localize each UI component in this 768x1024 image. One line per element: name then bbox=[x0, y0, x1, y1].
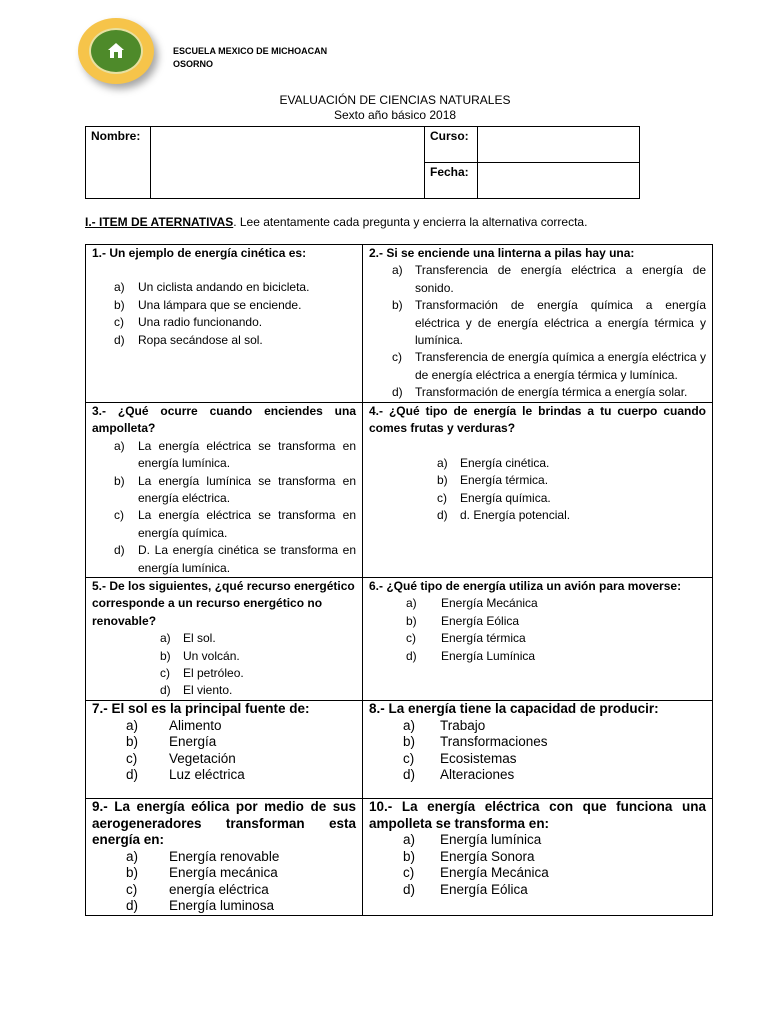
school-emblem-icon bbox=[107, 42, 125, 60]
option-6d[interactable]: d) Energía Lumínica bbox=[406, 648, 536, 663]
option-3a[interactable]: a) La energía eléctrica se transforma en energía lumínica. bbox=[114, 438, 356, 471]
option-7b[interactable]: b) Energía bbox=[126, 734, 217, 749]
option-3c[interactable]: c) La energía eléctrica se transforma en energía química. bbox=[114, 508, 356, 540]
question-4 bbox=[363, 403, 712, 524]
instructions-text: . Lee atentamente cada pregunta y encierra la alternativa correcta. bbox=[233, 215, 588, 229]
section-label: I.- ITEM DE ATERNATIVAS bbox=[85, 215, 234, 229]
option-6a[interactable]: a) Energía Mecánica bbox=[406, 596, 538, 611]
option-1a[interactable]: a) Un ciclista andando en bicicleta. bbox=[114, 280, 310, 295]
question-10-text: 10.- La energía eléctrica con que funciona una ampolleta se transforma en: bbox=[369, 799, 706, 831]
option-10a[interactable]: a) Energía lumínica bbox=[403, 832, 542, 847]
date-label: Fecha: bbox=[425, 163, 478, 199]
question-4-text: 4.- ¿Qué tipo de energía le brindas a tu cuerpo cuando comes frutas y verduras? bbox=[369, 404, 706, 436]
option-4a[interactable]: a) Energía cinética. bbox=[437, 455, 550, 470]
name-field[interactable] bbox=[151, 127, 425, 199]
option-3b[interactable]: b) La energía lumínica se transforma en energía eléctrica. bbox=[114, 473, 356, 506]
instructions bbox=[85, 215, 587, 229]
question-1 bbox=[86, 245, 362, 349]
option-7d[interactable]: d) Luz eléctrica bbox=[126, 767, 245, 782]
question-8-text: 8.- La energía tiene la capacidad de producir: bbox=[369, 701, 659, 716]
school-logo bbox=[78, 18, 154, 84]
option-4b[interactable]: b) Energía térmica. bbox=[437, 473, 549, 488]
question-6-text: 6.- ¿Qué tipo de energía utiliza un avión para moverse: bbox=[369, 579, 682, 593]
option-5b[interactable]: b) Un volcán. bbox=[160, 648, 240, 663]
option-9b[interactable]: b) Energía mecánica bbox=[126, 865, 278, 880]
question-7-text: 7.- El sol es la principal fuente de: bbox=[92, 701, 310, 716]
question-5 bbox=[86, 578, 362, 700]
question-8 bbox=[363, 701, 712, 784]
course-field[interactable] bbox=[478, 127, 640, 163]
option-10d[interactable]: d) Energía Eólica bbox=[403, 881, 528, 897]
question-10 bbox=[363, 799, 712, 898]
option-8a[interactable]: a) Trabajo bbox=[403, 717, 486, 733]
option-6b[interactable]: b) Energía Eólica bbox=[406, 613, 520, 628]
school-name-line2: OSORNO bbox=[173, 59, 214, 69]
option-5d[interactable]: d) El viento. bbox=[160, 683, 233, 698]
question-5-text: 5.- De los siguientes, ¿qué recurso energético corresponde a un recurso energético no renovable? bbox=[92, 579, 355, 628]
question-2-text: 2.- Si se enciende una linterna a pilas hay una: bbox=[369, 246, 635, 260]
option-7c[interactable]: c) Vegetación bbox=[126, 750, 236, 766]
option-10b[interactable]: b) Energía Sonora bbox=[403, 848, 535, 864]
date-field[interactable] bbox=[478, 163, 640, 199]
option-8c[interactable]: c) Ecosistemas bbox=[403, 750, 517, 766]
questions-grid bbox=[85, 244, 713, 916]
question-1-text: 1.- Un ejemplo de energía cinética es: bbox=[92, 246, 307, 260]
document-title bbox=[0, 93, 768, 123]
option-1b[interactable]: b) Una lámpara que se enciende. bbox=[114, 297, 302, 312]
option-10c[interactable]: c) Energía Mecánica bbox=[403, 865, 549, 880]
option-9d[interactable]: d) Energía luminosa bbox=[126, 898, 275, 913]
option-6c[interactable]: c) Energía térmica bbox=[406, 631, 526, 646]
option-2a[interactable]: a) Transferencia de energía eléctrica a energía de sonido. bbox=[392, 263, 706, 295]
option-5c[interactable]: c) El petróleo. bbox=[160, 666, 244, 681]
option-2c[interactable]: c) Transferencia de energía química a energía eléctrica y de energía eléctrica a energía térmica y lumínica. bbox=[392, 350, 706, 382]
option-4d[interactable]: d) d. Energía potencial. bbox=[437, 508, 571, 523]
option-9c[interactable]: c) energía eléctrica bbox=[126, 881, 269, 897]
student-info-table bbox=[85, 126, 640, 199]
name-label: Nombre: bbox=[86, 127, 151, 199]
question-2 bbox=[363, 245, 712, 402]
option-2d[interactable]: d) Transformación de energía térmica a energía solar. bbox=[392, 385, 688, 400]
question-7 bbox=[86, 701, 362, 784]
question-9 bbox=[86, 799, 362, 915]
option-2b[interactable]: b) Transformación de energía química a energía eléctrica y de energía eléctrica a energía térmica y lumínica. bbox=[392, 298, 706, 348]
question-9-text: 9.- La energía eólica por medio de sus aerogeneradores transforman esta energía en: bbox=[92, 799, 356, 847]
option-7a[interactable]: a) Alimento bbox=[126, 717, 222, 733]
school-name-line1: ESCUELA MEXICO DE MICHOACAN bbox=[173, 46, 328, 56]
question-3 bbox=[86, 403, 362, 577]
subtitle-line: Sexto año básico 2018 bbox=[333, 108, 457, 122]
option-4c[interactable]: c) Energía química. bbox=[437, 490, 551, 505]
option-5a[interactable]: a) El sol. bbox=[160, 631, 216, 646]
option-9a[interactable]: a) Energía renovable bbox=[126, 848, 280, 864]
school-name bbox=[173, 45, 327, 71]
title-line: EVALUACIÓN DE CIENCIAS NATURALES bbox=[279, 93, 511, 107]
option-8d[interactable]: d) Alteraciones bbox=[403, 767, 515, 782]
option-1c[interactable]: c) Una radio funcionando. bbox=[114, 315, 263, 330]
option-3d[interactable]: d) D. La energía cinética se transforma en energía lumínica. bbox=[114, 543, 356, 575]
question-3-text: 3.- ¿Qué ocurre cuando enciendes una ampolleta? bbox=[92, 404, 356, 436]
option-1d[interactable]: d) Ropa secándose al sol. bbox=[114, 332, 263, 347]
option-8b[interactable]: b) Transformaciones bbox=[403, 734, 548, 749]
course-label: Curso: bbox=[425, 127, 478, 163]
question-6 bbox=[363, 578, 712, 665]
